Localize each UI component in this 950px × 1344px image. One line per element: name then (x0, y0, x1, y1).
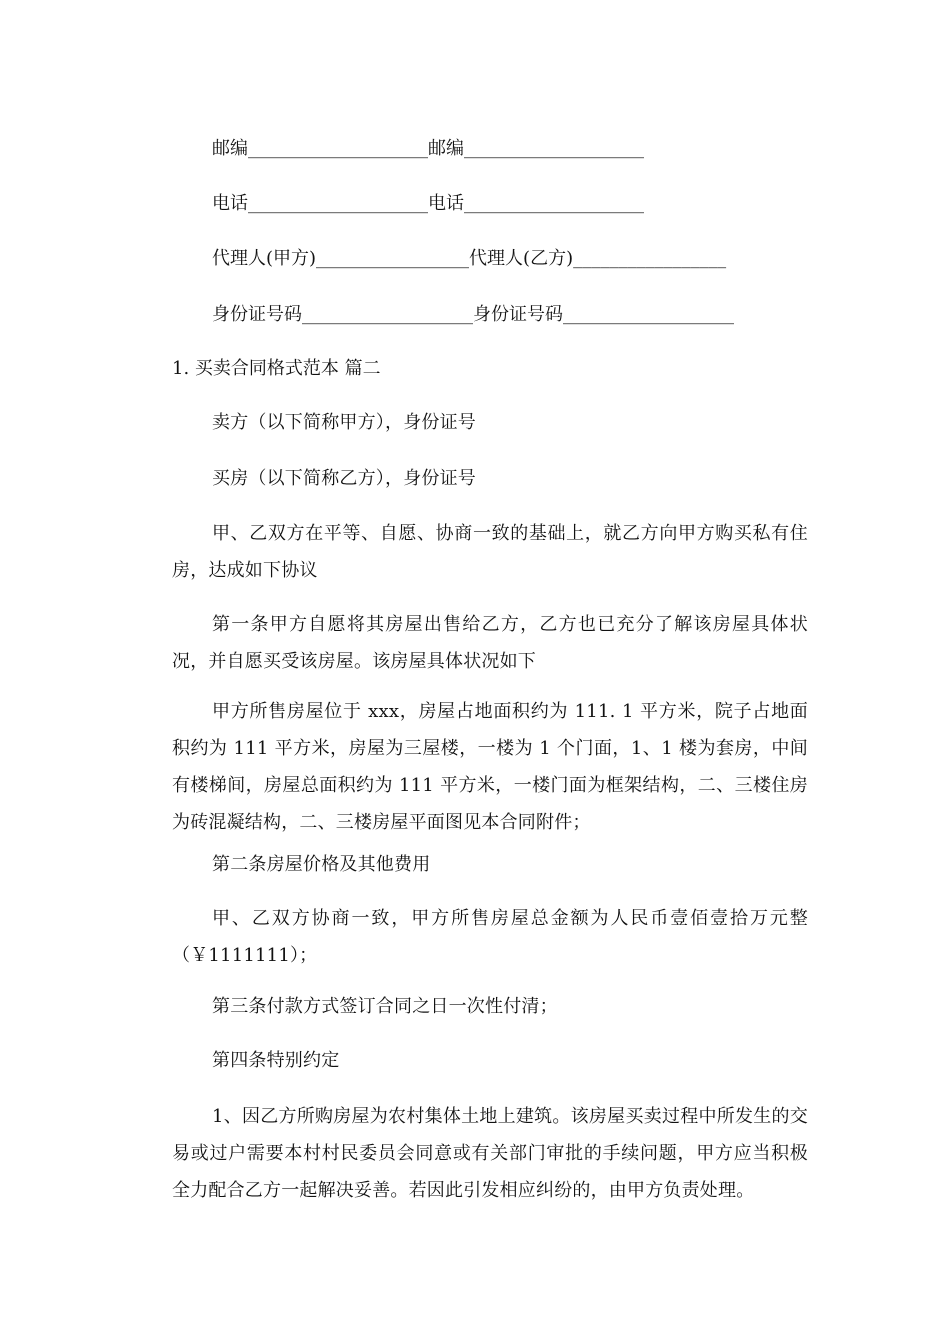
form-line-postcode: 邮编____________________邮编____________________ (212, 138, 644, 159)
paragraph-property-details: 甲方所售房屋位于 xxx，房屋占地面积约为 111. 1 平方米，院子占地面积约为 111 平方米，房屋为三屋楼，一楼为 1 个门面，1、1 楼为套房，中间有楼梯间，房屋总面积约为 111 平方米，一楼门面为框架结构，二、三楼住房为砖混凝结构，二、三楼房屋平面图见本合同附件； (172, 701, 808, 833)
paragraph-article-1: 第一条甲方自愿将其房屋出售给乙方，乙方也已充分了解该房屋具体状况，并自愿买受该房屋。该房屋具体状况如下 (172, 614, 808, 672)
paragraph-agreement-intro: 甲、乙双方在平等、自愿、协商一致的基础上，就乙方向甲方购买私有住房，达成如下协议 (172, 523, 808, 581)
form-line-id-number: 身份证号码___________________身份证号码___________________ (212, 304, 734, 325)
form-line-agent: 代理人(甲方)_________________代理人(乙方)_________________ (212, 248, 727, 269)
paragraph-buyer: 买房（以下简称乙方），身份证号 (212, 468, 476, 489)
paragraph-article-3: 第三条付款方式签订合同之日一次性付清； (212, 996, 558, 1017)
form-line-phone: 电话____________________电话____________________ (212, 193, 644, 214)
paragraph-article-2: 第二条房屋价格及其他费用 (212, 854, 431, 875)
section-heading: 1. 买卖合同格式范本 篇二 (172, 358, 381, 379)
paragraph-seller: 卖方（以下简称甲方），身份证号 (212, 412, 476, 433)
paragraph-price: 甲、乙双方协商一致，甲方所售房屋总金额为人民币壹佰壹拾万元整（￥1111111）； (172, 908, 808, 966)
paragraph-special-clause-1: 1、因乙方所购房屋为农村集体土地上建筑。该房屋买卖过程中所发生的交易或过户需要本村村民委员会同意或有关部门审批的手续问题，甲方应当积极全力配合乙方一起解决妥善。若因此引发相应纠纷的，由甲方负责处理。 (172, 1106, 808, 1201)
paragraph-article-4: 第四条特别约定 (212, 1050, 340, 1071)
